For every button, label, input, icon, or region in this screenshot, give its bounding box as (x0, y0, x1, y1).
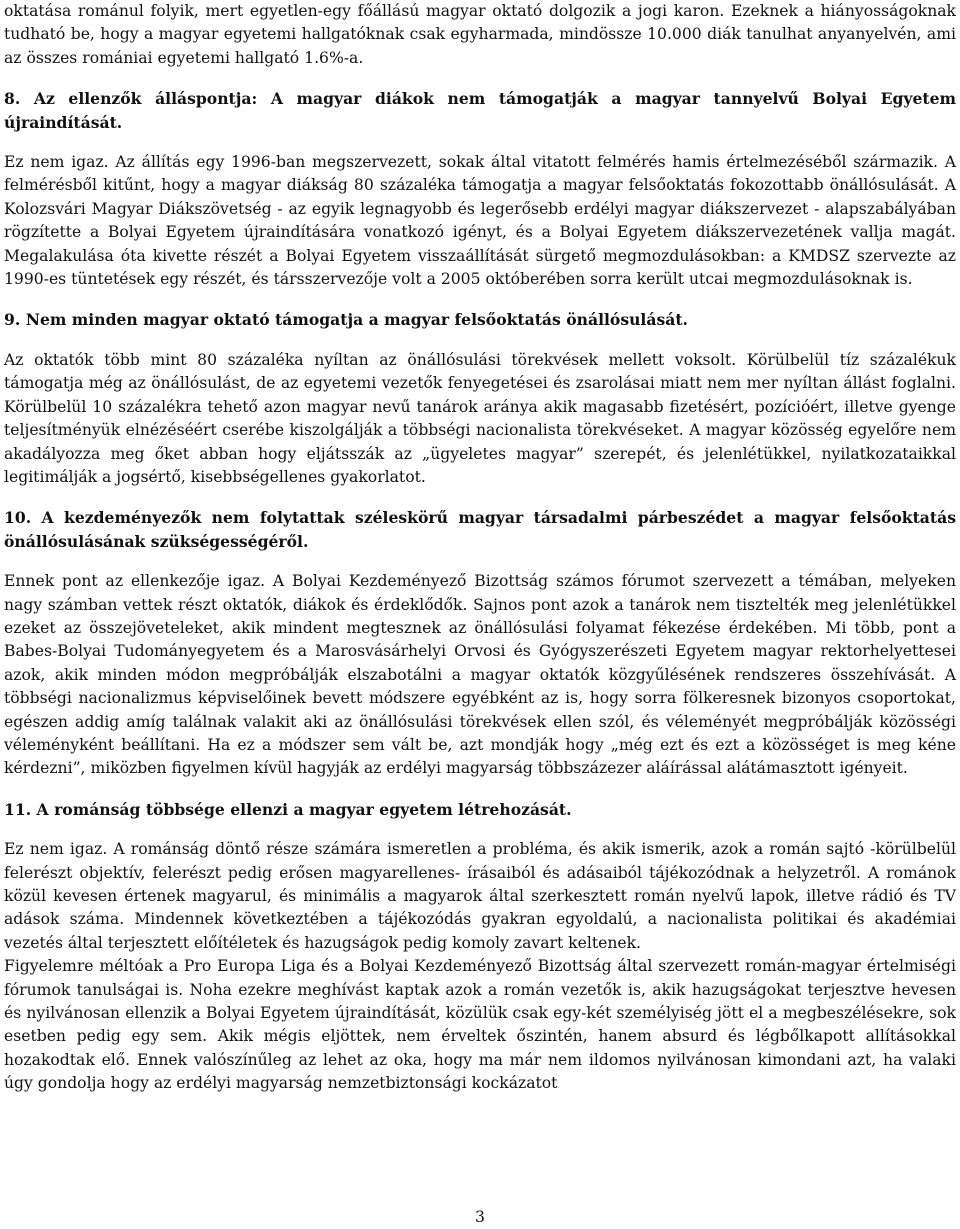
section-10-paragraph: Ennek pont az ellenkezője igaz. A Bolyai Kezdeményező Bizottság számos fórumot szervezett a témában, melyeken nagy számban vettek részt oktatók, diákok és érdeklődők. Sajnos pont azok a tanárok nem tisztelték meg jelenlétükkel ezeket az összejöveteleket, akik mindent megtesznek az önállósulási folyamat fékezése érdekében. Mi több, pont a Babes-Bolyai Tudományegyetem és a Marosvásárhelyi Orvosi és Gyógyszerészeti Egyetem magyar rektorhelyettesei azok, akik minden módon megpróbálják elszabotálni a magyar oktatók közgyűlésének rendszeres összehívását. A többségi nacionalizmus képviselőinek bevett módszere egyébként az is, hogy sorra fölkeresnek bizonyos csoportokat, egészen addig amíg találnak valakit aki az önállósulási törekvések ellen szól, és véleményét megpróbálják közösségi véleményként beállítani. Ha ez a módszer sem vált be, azt mondják hogy „még ezt és ezt a közösséget is meg kéne kérdezni”, miközben figyelmen kívül hagyják az erdélyi magyarság többszázezer aláírással alátámasztott igényeit. (4, 572, 956, 778)
section-8-paragraph: Ez nem igaz. Az állítás egy 1996-ban megszervezett, sokak által vitatott felmérés hamis értelmezéséből származik. A felmérésből kitűnt, hogy a magyar diákság 80 százaléka támogatja a magyar felsőoktatás fokozottabb önállósulását. A Kolozsvári Magyar Diákszövetség - az egyik legnagyobb és legerősebb erdélyi magyar diákszervezet - alapszabályában rögzítette a Bolyai Egyetem újraindítására vonatkozó igényt, és a Bolyai Egyetem diákszervezetének vallja magát. Megalakulása óta kivette részét a Bolyai Egyetem visszaállítását sürgető megmozdulásokban: a KMDSZ szervezte az 1990-es tüntetések egy részét, és társszervezője volt a 2005 októberében sorra került utcai megmozdulásoknak is. (4, 153, 956, 289)
section-9-paragraph: Az oktatók több mint 80 százaléka nyíltan az önállósulási törekvések mellett voksolt. Körülbelül tíz százalékuk támogatja még az önállósulást, de az egyetemi vezetők fenyegetései és zsarolásai miatt nem mer nyíltan állást foglalni. Körülbelül 10 százalékra tehető azon magyar nevű tanárok aránya akik magasabb fizetésért, pozícióért, illetve gyenge teljesítményük elnézéséért cserébe kiszolgálják a többségi nacionalista törekvéseket. A magyar közösség egyelőre nem akadályozza meg őket abban hogy eljátsszák az „ügyeletes magyar” szerepét, és jelenlétükkel, nyilatkozataikkal legitimálják a jogsértő, kisebbségellenes gyakorlatot. (4, 350, 956, 486)
page-number: 3 (475, 1208, 485, 1226)
section-heading-9: 9. Nem minden magyar oktató támogatja a magyar felsőoktatás önállósulását. (4, 310, 688, 330)
document-page (4, 0, 956, 1096)
section-heading-11: 11. A románság többsége ellenzi a magyar egyetem létrehozását. (4, 799, 572, 819)
section-heading-8: 8. Az ellenzők álláspontja: A magyar diákok nem támogatják a magyar tannyelvű Bolyai Egyetem újraindítását. (4, 89, 956, 132)
section-11-paragraph-1: Ez nem igaz. A románság döntő része számára ismeretlen a probléma, és akik ismerik, azok a román sajtó -körülbelül felerészt objektív, felerészt pedig erősen magyarellenes- írásaiból és adásaiból tájékozódnak a helyzetről. A románok közül kevesen értenek magyarul, és minimális a magyarok által szerkesztett román nyelvű lapok, illetve rádió és TV adások száma. Mindennek következtében a tájékozódás gyakran egyoldalú, a nacionalista politikai és akadémiai vezetés által terjesztett előítéletek és hazugságok pedig komoly zavart keltenek. (4, 840, 956, 952)
section-11-paragraph-2: Figyelemre méltóak a Pro Europa Liga és a Bolyai Kezdeményező Bizottság által szervezett román-magyar értelmiségi fórumok tanulságai is. Noha ezekre meghívást kaptak azok a román vezetők is, akik hazugságokat terjesztve hevesen és nyilvánosan ellenzik a Bolyai Egyetem újraindítását, közülük csak egy-két személyiség jött el a megbeszélésekre, sok esetben pedig egy sem. Akik mégis eljöttek, nem érveltek őszintén, hanem absurd és légbőlkapott allításokkal hozakodtak elő. Ennek valószínűleg az lehet az oka, hogy ma már nem ildomos nyilvánosan kimondani azt, ha valaki úgy gondolja hogy az erdélyi magyarság nemzetbiztonsági kockázatot (4, 957, 956, 1093)
continuation-paragraph: oktatása románul folyik, mert egyetlen-egy főállású magyar oktató dolgozik a jogi karon. Ezeknek a hiányosságoknak tudható be, hogy a magyar egyetemi hallgatóknak csak egyharmada, mindössze 10.000 diák tanulhat anyanyelvén, ami az összes romániai egyetemi hallgató 1.6%-a. (4, 2, 956, 67)
section-heading-10: 10. A kezdeményezők nem folytattak széleskörű magyar társadalmi párbeszédet a magyar felsőoktatás önállósulásának szükségességéről. (4, 508, 956, 551)
